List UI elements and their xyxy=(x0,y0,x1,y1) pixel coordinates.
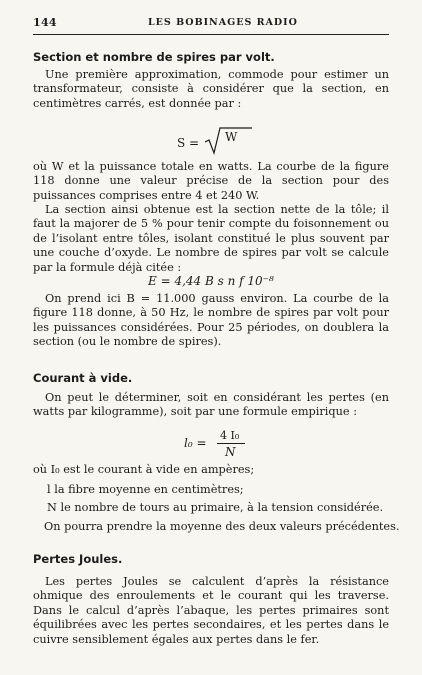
paragraph: On prend ici B = 11.000 gauss environ. La courbe de la figure 118 donne, à 50 Hz, le nombre de spires par volt pour les puissances considérées. Pour 25 périodes, on doublera la section (ou le nombre de spires). xyxy=(33,292,389,349)
section-heading-section-spires: Section et nombre de spires par volt. xyxy=(33,50,275,64)
fraction-bar xyxy=(217,443,245,444)
definition-line: On pourra prendre la moyenne des deux valeurs précédentes. xyxy=(44,520,400,533)
paragraph: On peut le déterminer, soit en considérant les pertes (en watts par kilogramme), soit par une formule empirique : xyxy=(33,391,389,419)
header-rule xyxy=(33,34,389,35)
formula-denominator: N xyxy=(225,445,236,459)
formula-radicand: W xyxy=(225,130,238,144)
paragraph: où W et la puissance totale en watts. La courbe de la figure 118 donne une valeur précise de la section pour des puissances comprises entre 4 et 240 W. xyxy=(33,160,389,202)
section-heading-pertes-joules: Pertes Joules. xyxy=(33,552,123,566)
definition-line: où I₀ est le courant à vide en ampères; xyxy=(33,463,255,476)
definition-line: l la fibre moyenne en centimètres; xyxy=(47,483,244,496)
formula-lhs: S = xyxy=(177,136,200,150)
running-title: LES BOBINAGES RADIO xyxy=(148,17,298,28)
formula-lhs: l₀ = xyxy=(184,436,207,450)
paragraph: Les pertes Joules se calculent d’après la résistance ohmique des enroulements et le courant qui les traverse. Dans le calcul d’après l’abaque, les pertes primaires sont équilibrées avec les pertes secondaires, et les pertes dans le cuivre sensiblement égales aux pertes dans le fer. xyxy=(33,575,389,646)
paragraph: Une première approximation, commode pour estimer un transformateur, consiste à considérer que la section, en centimètres carrés, est donnée par : xyxy=(33,68,389,110)
formula-spires: E = 4,44 B s n f 10⁻⁸ xyxy=(148,274,274,288)
paragraph: La section ainsi obtenue est la section nette de la tôle; il faut la majorer de 5 % pour tenir compte du foisonnement ou de l’isolant entre tôles, isolant constitué le plus souvent par une couche d’oxyde. Le nombre de spires par volt se calcule par la formule déjà citée : xyxy=(33,203,389,274)
formula-numerator: 4 I₀ xyxy=(220,429,240,442)
page-number: 144 xyxy=(33,16,57,29)
definition-line: N le nombre de tours au primaire, à la tension considérée. xyxy=(47,501,384,514)
section-heading-courant-vide: Courant à vide. xyxy=(33,371,133,385)
formula-section xyxy=(177,127,253,155)
